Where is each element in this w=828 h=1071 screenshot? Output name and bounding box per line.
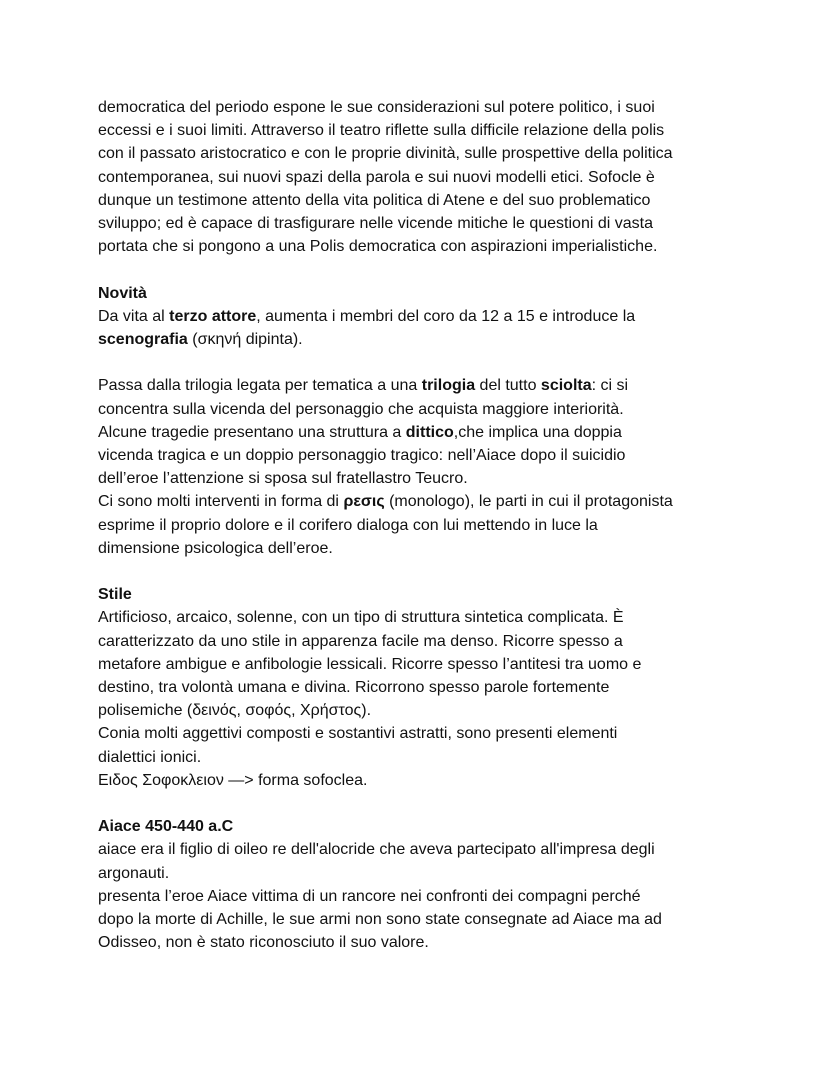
stile-line: polisemiche (δεινός, σοφός, Χρήστος). (98, 702, 372, 720)
bold-term: sciolta (540, 377, 592, 395)
stile-line: Artificioso, arcaico, solenne, con un tipo di struttura sintetica complicata. È (98, 609, 624, 627)
text-run: (monologo), le parti in cui il protagonista (384, 493, 673, 511)
document-page (98, 96, 758, 954)
text-run: Alcune tragedie presentano una struttura a (98, 423, 406, 441)
text-run: ,che implica una doppia (453, 423, 622, 441)
section-heading-novita: Novità (98, 284, 147, 302)
text-run: (σκηνή dipinta). (187, 331, 303, 349)
novita-line (98, 305, 758, 328)
stile-line: Ειδος Σοφοκλειον —> forma sofoclea. (98, 771, 368, 789)
bold-term: ρεσις (343, 493, 385, 511)
bold-term: dittico (405, 423, 454, 441)
novita-line: concentra sulla vicenda del personaggio che acquista maggiore interiorità. (98, 400, 624, 418)
section-heading-stile: Stile (98, 586, 132, 604)
spacer (98, 258, 758, 281)
stile-line: destino, tra volontà umana e divina. Ricorrono spesso parole fortemente (98, 679, 610, 697)
novita-line: esprime il proprio dolore e il corifero dialoga con lui mettendo in luce la (98, 516, 598, 534)
aiace-line: Odisseo, non è stato riconosciuto il suo valore. (98, 934, 429, 952)
intro-line: contemporanea, sui nuovi spazi della parola e sui nuovi modelli etici. Sofocle è (98, 168, 655, 186)
intro-line: eccessi e i suoi limiti. Attraverso il teatro riflette sulla difficile relazione della polis (98, 122, 665, 140)
text-run: Da vita al (98, 307, 170, 325)
text-run: Passa dalla trilogia legata per tematica a una (98, 377, 422, 395)
novita-line (98, 421, 758, 444)
aiace-line: presenta l’eroe Aiace vittima di un rancore nei confronti dei compagni perché (98, 887, 641, 905)
spacer (98, 560, 758, 583)
intro-line: con il passato aristocratico e con le proprie divinità, sulle prospettive della politica (98, 145, 673, 163)
aiace-line: dopo la morte di Achille, le sue armi non sono state consegnate ad Aiace ma ad (98, 911, 662, 929)
stile-line: metafore ambigue e anfibologie lessicali. Ricorre spesso l’antitesi tra uomo e (98, 655, 642, 673)
text-run: : ci si (591, 377, 629, 395)
stile-line: Conia molti aggettivi composti e sostantivi astratti, sono presenti elementi (98, 725, 618, 743)
intro-line: sviluppo; ed è capace di trasfigurare nelle vicende mitiche le questioni di vasta (98, 215, 653, 233)
text-run: , aumenta i membri del coro da 12 a 15 e introduce la (256, 307, 636, 325)
novita-line: dimensione psicologica dell’eroe. (98, 539, 333, 557)
spacer (98, 351, 758, 374)
intro-line: dunque un testimone attento della vita politica di Atene e del suo problematico (98, 191, 651, 209)
spacer (98, 792, 758, 815)
stile-line: dialettici ionici. (98, 748, 202, 766)
intro-line: portata che si pongono a una Polis democratica con aspirazioni imperialistiche. (98, 238, 658, 256)
novita-line (98, 328, 758, 351)
novita-line: vicenda tragica e un doppio personaggio tragico: nell’Aiace dopo il suicidio (98, 447, 626, 465)
bold-term: scenografia (98, 331, 188, 349)
aiace-line: argonauti. (98, 864, 170, 882)
bold-term: trilogia (421, 377, 476, 395)
novita-line: dell’eroe l’attenzione si sposa sul fratellastro Teucro. (98, 470, 468, 488)
intro-line: democratica del periodo espone le sue considerazioni sul potere politico, i suoi (98, 99, 655, 116)
text-run: Ci sono molti interventi in forma di (98, 493, 344, 511)
aiace-line: aiace era il figlio di oileo re dell'alocride che aveva partecipato all'impresa degli (98, 841, 655, 859)
bold-term: terzo attore (169, 307, 257, 325)
novita-line (98, 490, 758, 513)
section-heading-aiace: Aiace 450-440 a.C (98, 818, 234, 836)
novita-line (98, 374, 758, 397)
stile-line: caratterizzato da uno stile in apparenza facile ma denso. Ricorre spesso a (98, 632, 623, 650)
text-run: del tutto (475, 377, 541, 395)
